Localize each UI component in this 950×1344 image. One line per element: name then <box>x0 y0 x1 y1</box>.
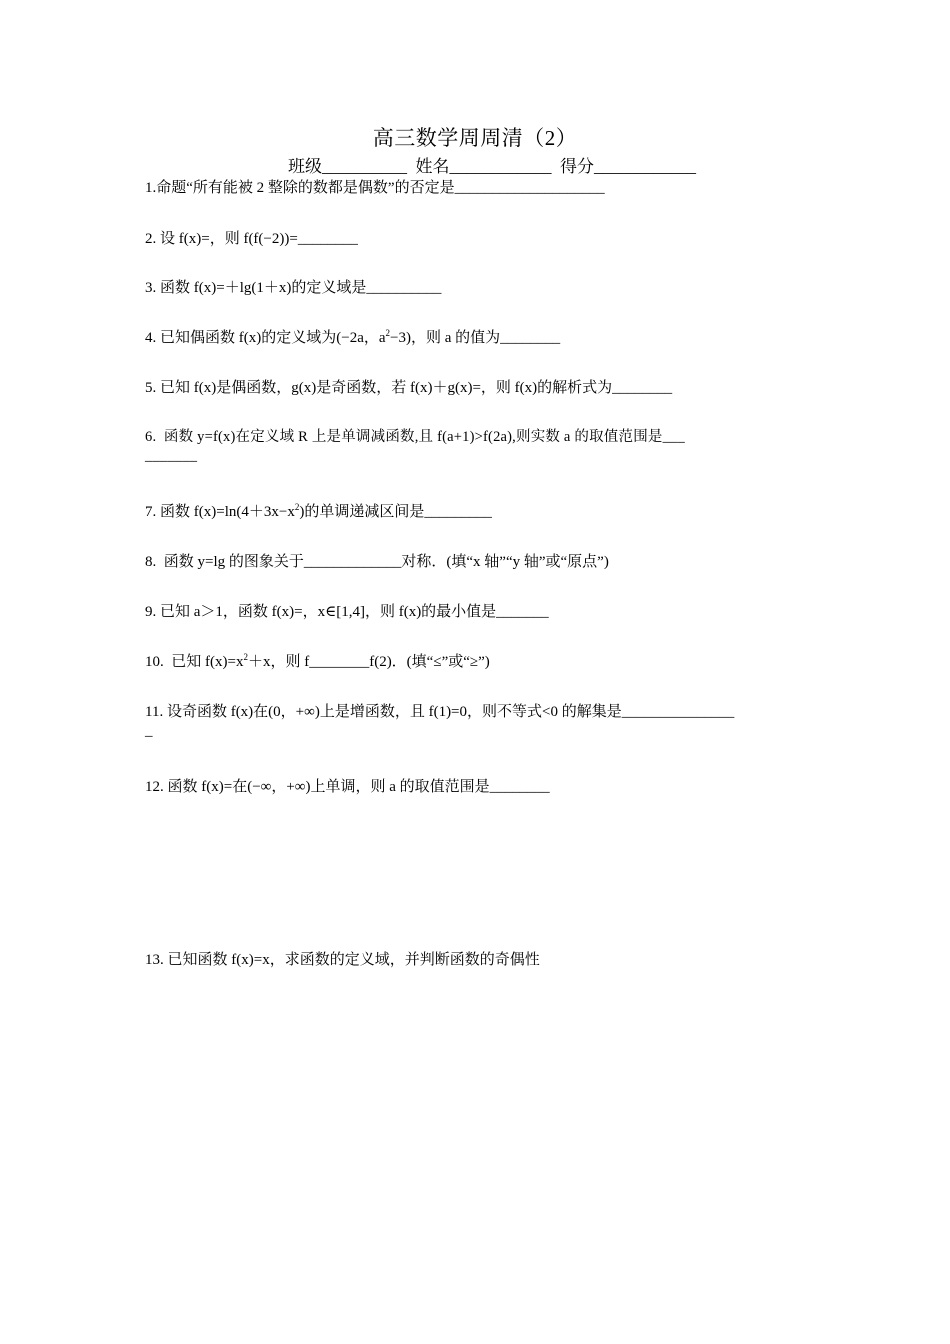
question-13: 13. 已知函数 f(x)=x，求函数的定义域，并判断函数的奇偶性 <box>145 952 540 968</box>
question-2: 2. 设 f(x)=，则 f(f(−2))=________ <box>145 231 358 247</box>
question-10 <box>145 650 490 671</box>
question-4 <box>145 326 560 347</box>
q6-line-1: 6. 函数 y=f(x)在定义域 R 上是单调减函数,且 f(a+1)>f(2a),则实数 a 的取值范围是___ <box>145 429 685 445</box>
question-8: 8. 函数 y=lg 的图象关于_____________对称．(填“x 轴”“y 轴”或“原点”) <box>145 554 609 570</box>
q10-text-b: ＋x，则 f________f(2)．(填“≤”或“≥”) <box>247 654 490 670</box>
q4-superscript: 2 <box>385 328 391 338</box>
q7-text-b: )的单调递减区间是_________ <box>299 504 492 520</box>
question-3: 3. 函数 f(x)=＋lg(1＋x)的定义域是__________ <box>145 280 442 296</box>
q4-text-b: −3)，则 a 的值为________ <box>390 330 561 346</box>
worksheet-title: 高三数学周周清（2） <box>372 126 578 150</box>
q7-superscript: 2 <box>294 502 300 512</box>
question-5: 5. 已知 f(x)是偶函数，g(x)是奇函数，若 f(x)＋g(x)=，则 f(x)的解析式为________ <box>145 380 673 396</box>
q10-text-a: 10. 已知 f(x)=x <box>145 654 244 670</box>
question-9: 9. 已知 a＞1，函数 f(x)=，x∈[1,4]，则 f(x)的最小值是_______ <box>145 604 549 620</box>
q7-text-a: 7. 函数 f(x)=ln(4＋3x−x <box>145 504 295 520</box>
question-12: 12. 函数 f(x)=在(−∞，+∞)上单调，则 a 的取值范围是________ <box>145 779 550 795</box>
student-info-line: 班级__________ 姓名____________ 得分____________ <box>288 157 696 176</box>
q10-superscript: 2 <box>243 652 248 662</box>
question-7 <box>145 500 492 521</box>
q11-line-2: _ <box>145 723 153 739</box>
question-6 <box>145 425 685 465</box>
q6-line-2: _______ <box>145 448 198 464</box>
q11-line-1: 11. 设奇函数 f(x)在(0，+∞)上是增函数，且 f(1)=0，则不等式<0 的解集是_______________ <box>145 704 735 720</box>
question-11 <box>145 700 734 740</box>
question-1: 1.命题“所有能被 2 整除的数都是偶数”的否定是____________________ <box>145 180 605 196</box>
q4-text-a: 4. 已知偶函数 f(x)的定义域为(−2a，a <box>145 330 386 346</box>
